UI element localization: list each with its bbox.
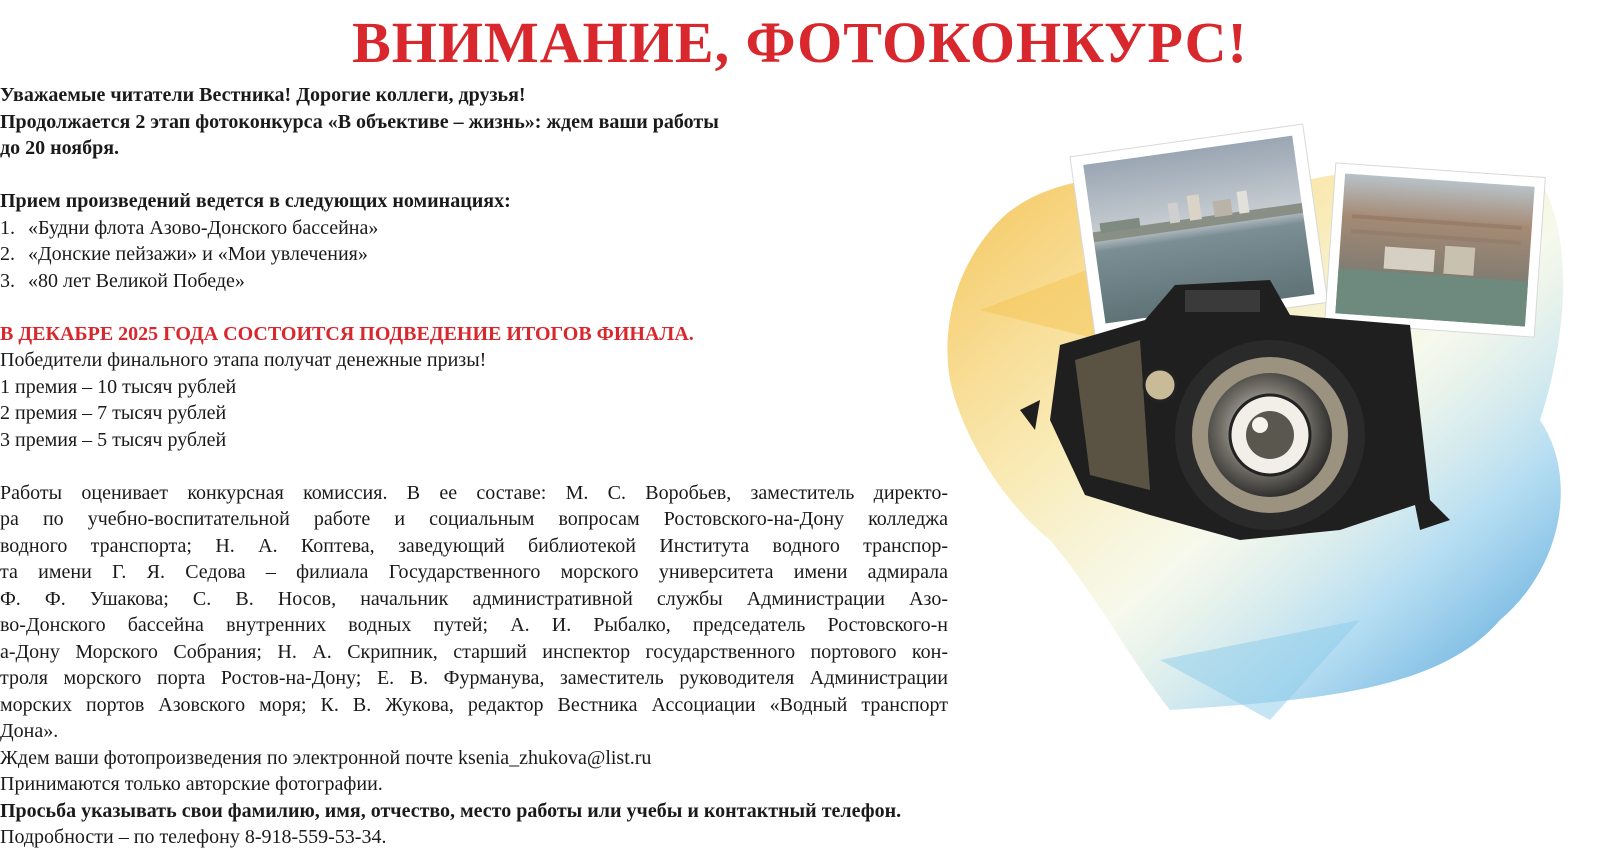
nomination-item [0, 268, 1010, 295]
commission-line: Дона». [0, 720, 59, 742]
nominations-heading: Прием произведений ведется в следующих номинациях: [0, 190, 511, 212]
commission-line: во-Донского бассейна внутренних водных путей; А. И. Рыбалко, председатель Ростовского-н [0, 614, 948, 636]
intro-stage: Продолжается 2 этап фотоконкурса «В объективе – жизнь»: ждем ваши работы [0, 110, 719, 133]
prize-line: 1 премия – 10 тысяч рублей [0, 375, 237, 398]
prizes-intro: Победители финального этапа получат денежные призы! [0, 349, 487, 371]
request-note: Просьба указывать свои фамилию, имя, отчество, место работы или учебы и контактный телефон. [0, 799, 902, 822]
nomination-item [0, 241, 1010, 268]
commission-line: ра по учебно-воспитательной работе и социальным вопросам Ростовского-на-Дону колледжа [0, 508, 948, 530]
intro-deadline: до 20 ноября. [0, 137, 120, 159]
commission-line: Ф. Ф. Ушакова; С. В. Носов, начальник административной службы Администрации Азо- [0, 587, 948, 610]
commission-line: та имени Г. Я. Седова – филиала Государственного морского университета имени адмирала [0, 561, 948, 583]
camera-illustration [940, 100, 1600, 740]
commission-line: а-Дону Морского Собрания; Н. А. Скрипник, старший инспектор государственного портового кон- [0, 640, 948, 663]
nomination-item [0, 215, 1010, 242]
nomination-number: 3. [0, 269, 15, 292]
nomination-label: «Будни флота Азово-Донского бассейна» [28, 216, 379, 239]
commission-line: морских портов Азовского моря; К. В. Жукова, редактор Вестника Ассоциации «Водный транспорт [0, 693, 948, 716]
prize-line: 2 премия – 7 тысяч рублей [0, 402, 227, 424]
article-body [0, 82, 1010, 851]
final-announcement: В ДЕКАБРЕ 2025 ГОДА СОСТОИТСЯ ПОДВЕДЕНИЕ ИТОГОВ ФИНАЛА. [0, 322, 694, 345]
nomination-number: 1. [0, 216, 15, 239]
commission-line: Работы оценивает конкурсная комиссия. В ее составе: М. С. Воробьев, заместитель директо- [0, 481, 948, 504]
intro-greeting: Уважаемые читатели Вестника! Дорогие коллеги, друзья! [0, 84, 526, 106]
nomination-label: «80 лет Великой Победе» [28, 269, 245, 292]
email-line: Ждем ваши фотопроизведения по электронной почте ksenia_zhukova@list.ru [0, 746, 652, 769]
commission-line: троля морского порта Ростов-на-Дону; Е. В. Фурманува, заместитель руководителя Администрации [0, 667, 948, 689]
nomination-number: 2. [0, 243, 15, 265]
phone-line: Подробности – по телефону 8-918-559-53-34. [0, 826, 387, 848]
page-title: ВНИМАНИЕ, ФОТОКОНКУРС! [352, 10, 1248, 75]
authors-only-note: Принимаются только авторские фотографии. [0, 773, 383, 795]
nomination-label: «Донские пейзажи» и «Мои увлечения» [28, 243, 368, 265]
photo-city-aerial [1325, 163, 1546, 337]
prize-line: 3 премия – 5 тысяч рублей [0, 428, 227, 451]
commission-line: водного транспорта; Н. А. Коптева, заведующий библиотекой Института водного транспор- [0, 534, 948, 557]
